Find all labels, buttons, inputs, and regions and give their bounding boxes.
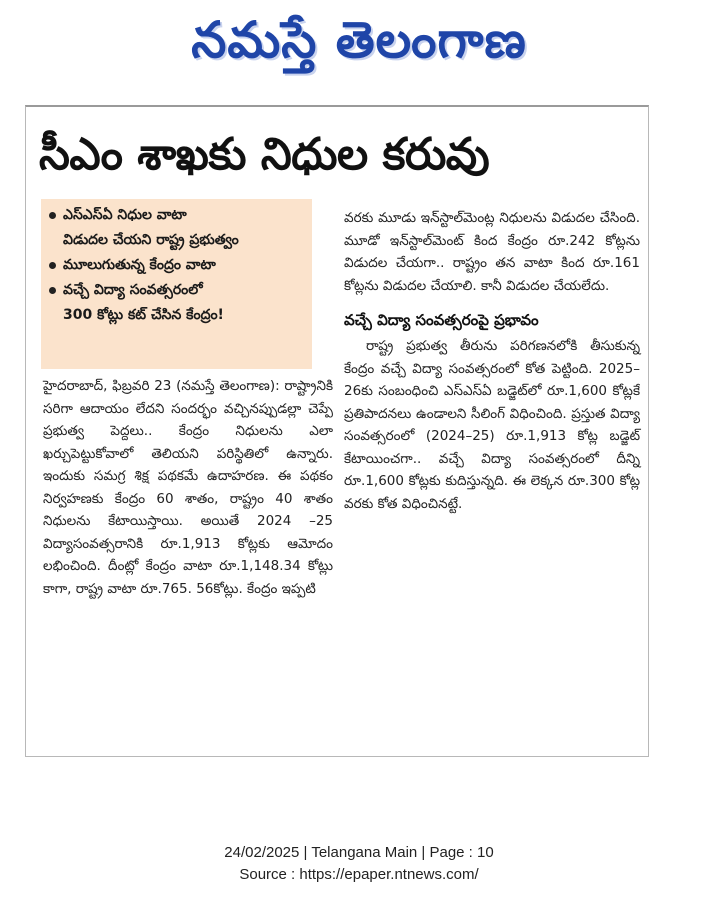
article-paragraph: రాష్ట్ర ప్రభుత్వ తీరును పరిగణనలోకి తీసుకున్న కేంద్రం వచ్చే విద్యా సంవత్సరంలో కోత పెట్టింది. 2025–26కు సంబంధించి ఎస్ఎస్ఏ బడ్జెట్‌లో రూ.1,600 కోట్లకే ప్రతిపాదనలు ఉండాలని సీలింగ్ విధించింది. ప్రస్తుత విద్యా సంవత్సరంలో (2024–25) రూ.1,913 కోట్ల బడ్జెట్ కేటాయించగా.. వచ్చే విద్యా సంవత్సరంలో దీన్ని రూ.1,600 కోట్లకు కుదిస్తున్నది. ఈ లెక్కన రూ.300 కోట్ల వరకు కోత విధించినట్టే. <box>344 338 640 512</box>
highlight-line: విడుదల చేయని రాష్ట్ర ప్రభుత్వం <box>63 232 239 248</box>
bullet-icon <box>49 212 56 219</box>
article-subheading: వచ్చే విద్యా సంవత్సరంపై ప్రభావం <box>344 311 539 329</box>
highlight-item <box>45 278 306 328</box>
article-paragraph: వరకు మూడు ఇన్‌స్టాల్‌మెంట్ల నిధులను విడుదల చేసింది. మూడో ఇన్‌స్టాల్‌మెంట్ కింద కేంద్రం రూ.242 కోట్లను విడుదల చేయగా.. రాష్ట్రం తన వాటా కింద రూ.161 కోట్లను విడుదల చేయాలి. కానీ విడుదల చేయలేదు. <box>344 210 640 294</box>
highlight-item <box>45 203 306 253</box>
highlights-box <box>41 199 312 369</box>
article-right-column <box>344 207 640 515</box>
highlight-line: వచ్చే విద్యా సంవత్సరంలో <box>63 282 203 298</box>
article-paragraph: హైదరాబాద్, ఫిబ్రవరి 23 (నమస్తే తెలంగాణ): రాష్ట్రానికి సరిగా ఆదాయం లేదని సందర్భం వచ్చినప్పుడల్లా చెప్పే ప్రభుత్వ పెద్దలు.. కేంద్రం నిధులను ఎలా ఖర్చుపెట్టుకోవాలో తెలియని పరిస్థితిలో ఉన్నారు. ఇందుకు సమగ్ర శిక్ష పథకమే ఉదాహరణ. ఈ పథకం నిర్వహణకు కేంద్రం 60 శాతం, రాష్ట్రం 40 శాతం నిధులను కేటాయిస్తాయి. అయితే 2024 –25 విద్యాసంవత్సరానికి రూ.1,913 కోట్లకు ఆమోదం లభించింది. దీంట్లో కేంద్రం వాటా రూ.1,148.34 కోట్లు కాగా, రాష్ట్ర వాటా రూ.765. 56కోట్లు. కేంద్రం ఇప్పటి <box>43 378 333 597</box>
highlight-line: మూలుగుతున్న కేంద్రం వాటా <box>63 257 216 273</box>
page-footer <box>0 842 718 886</box>
bullet-icon <box>49 287 56 294</box>
article-left-column <box>43 375 333 600</box>
footer-source-label: Source : <box>239 866 300 883</box>
news-article <box>25 105 649 757</box>
newspaper-masthead: నమస్తే తెలంగాణ <box>191 11 527 69</box>
highlight-item <box>45 253 306 278</box>
bullet-icon <box>49 262 56 269</box>
highlight-line: 300 కోట్లు కట్ చేసిన కేంద్రం! <box>63 307 224 323</box>
highlight-line: ఎస్ఎస్ఏ నిధుల వాటా <box>63 207 187 223</box>
footer-date-edition: 24/02/2025 | Telangana Main | Page : 10 <box>224 844 494 861</box>
footer-source <box>0 864 718 886</box>
article-headline: సీఎం శాఖకు నిధుల కరువు <box>39 129 490 180</box>
source-link[interactable]: https://epaper.ntnews.com/ <box>299 866 479 883</box>
